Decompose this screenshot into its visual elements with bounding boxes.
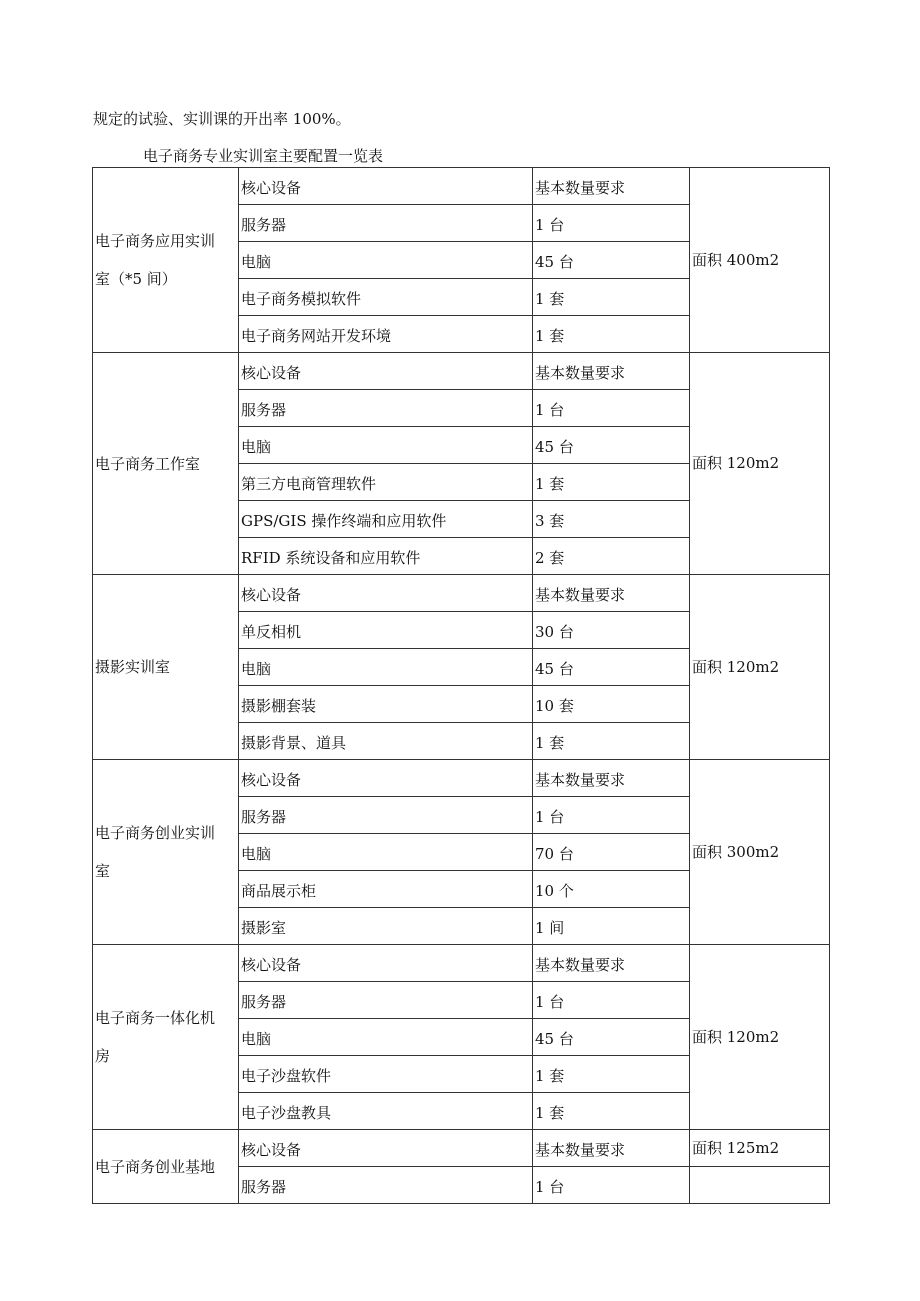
table-row — [93, 945, 830, 982]
quantity-cell: 3 套 — [533, 501, 690, 538]
equipment-cell: 电子沙盘软件 — [239, 1056, 533, 1093]
equipment-cell: 核心设备 — [239, 760, 533, 797]
quantity-cell: 45 台 — [533, 1019, 690, 1056]
equipment-cell: 核心设备 — [239, 1130, 533, 1167]
quantity-cell: 1 套 — [533, 1056, 690, 1093]
equipment-cell: 电脑 — [239, 242, 533, 279]
quantity-cell: 1 套 — [533, 279, 690, 316]
table-row — [93, 575, 830, 612]
equipment-cell: 摄影背景、道具 — [239, 723, 533, 760]
room-name-cell — [93, 168, 239, 353]
room-name: 电子商务工作室 — [95, 454, 201, 473]
equipment-cell: 服务器 — [239, 205, 533, 242]
equipment-cell: 第三方电商管理软件 — [239, 464, 533, 501]
equipment-cell: RFID 系统设备和应用软件 — [239, 538, 533, 575]
quantity-cell: 基本数量要求 — [533, 575, 690, 612]
table-row — [93, 353, 830, 390]
intro-text: 规定的试验、实训课的开出率 100%。 — [93, 110, 351, 128]
equipment-cell: 电脑 — [239, 649, 533, 686]
equipment-cell: 核心设备 — [239, 575, 533, 612]
quantity-cell: 70 台 — [533, 834, 690, 871]
quantity-cell: 1 套 — [533, 1093, 690, 1130]
area-cell: 面积 400m2 — [690, 168, 830, 353]
quantity-cell: 1 台 — [533, 390, 690, 427]
equipment-cell: 单反相机 — [239, 612, 533, 649]
equipment-cell: 摄影棚套装 — [239, 686, 533, 723]
quantity-cell: 10 个 — [533, 871, 690, 908]
quantity-cell: 45 台 — [533, 649, 690, 686]
equipment-cell: 服务器 — [239, 982, 533, 1019]
quantity-cell: 1 套 — [533, 316, 690, 353]
room-name-cell — [93, 575, 239, 760]
quantity-cell: 1 台 — [533, 797, 690, 834]
equipment-cell: 核心设备 — [239, 168, 533, 205]
equipment-cell: 电脑 — [239, 427, 533, 464]
quantity-cell: 基本数量要求 — [533, 168, 690, 205]
quantity-cell: 基本数量要求 — [533, 760, 690, 797]
quantity-cell: 45 台 — [533, 427, 690, 464]
quantity-cell: 2 套 — [533, 538, 690, 575]
equipment-cell: 服务器 — [239, 390, 533, 427]
quantity-cell: 1 间 — [533, 908, 690, 945]
equipment-cell: 摄影室 — [239, 908, 533, 945]
quantity-cell: 30 台 — [533, 612, 690, 649]
quantity-cell: 1 台 — [533, 1167, 690, 1204]
room-name: 摄影实训室 — [95, 658, 171, 676]
table-caption: 电子商务专业实训室主要配置一览表 — [143, 147, 384, 165]
equipment-cell: 电脑 — [239, 834, 533, 871]
area-cell: 面积 300m2 — [690, 760, 830, 945]
quantity-cell: 1 套 — [533, 723, 690, 760]
room-name-cell — [93, 945, 239, 1130]
area-cell: 面积 120m2 — [690, 353, 830, 575]
room-name: 电子商务创业基地 — [95, 1157, 216, 1176]
room-name: 电子商务应用实训室（*5 间） — [95, 232, 216, 288]
lab-config-table — [92, 167, 830, 1204]
equipment-cell: 核心设备 — [239, 945, 533, 982]
area-cell: 面积 120m2 — [690, 575, 830, 760]
quantity-cell: 基本数量要求 — [533, 353, 690, 390]
quantity-cell: 45 台 — [533, 242, 690, 279]
equipment-cell: 服务器 — [239, 797, 533, 834]
area-cell-empty — [690, 1167, 830, 1204]
table-row — [93, 168, 830, 205]
equipment-cell: 商品展示柜 — [239, 871, 533, 908]
room-name: 电子商务一体化机房 — [95, 1009, 216, 1065]
area-cell: 面积 125m2 — [690, 1130, 830, 1167]
area-cell: 面积 120m2 — [690, 945, 830, 1130]
equipment-cell: GPS/GIS 操作终端和应用软件 — [239, 501, 533, 538]
quantity-cell: 1 台 — [533, 982, 690, 1019]
table-row — [93, 760, 830, 797]
table-row — [93, 1130, 830, 1167]
room-name-cell — [93, 353, 239, 575]
equipment-cell: 电脑 — [239, 1019, 533, 1056]
room-name-cell — [93, 1130, 239, 1204]
equipment-cell: 电子商务模拟软件 — [239, 279, 533, 316]
quantity-cell: 基本数量要求 — [533, 945, 690, 982]
quantity-cell: 基本数量要求 — [533, 1130, 690, 1167]
room-name: 电子商务创业实训室 — [95, 824, 216, 880]
room-name-cell — [93, 760, 239, 945]
equipment-cell: 核心设备 — [239, 353, 533, 390]
quantity-cell: 1 台 — [533, 205, 690, 242]
equipment-cell: 电子沙盘教具 — [239, 1093, 533, 1130]
quantity-cell: 10 套 — [533, 686, 690, 723]
equipment-cell: 服务器 — [239, 1167, 533, 1204]
equipment-cell: 电子商务网站开发环境 — [239, 316, 533, 353]
quantity-cell: 1 套 — [533, 464, 690, 501]
